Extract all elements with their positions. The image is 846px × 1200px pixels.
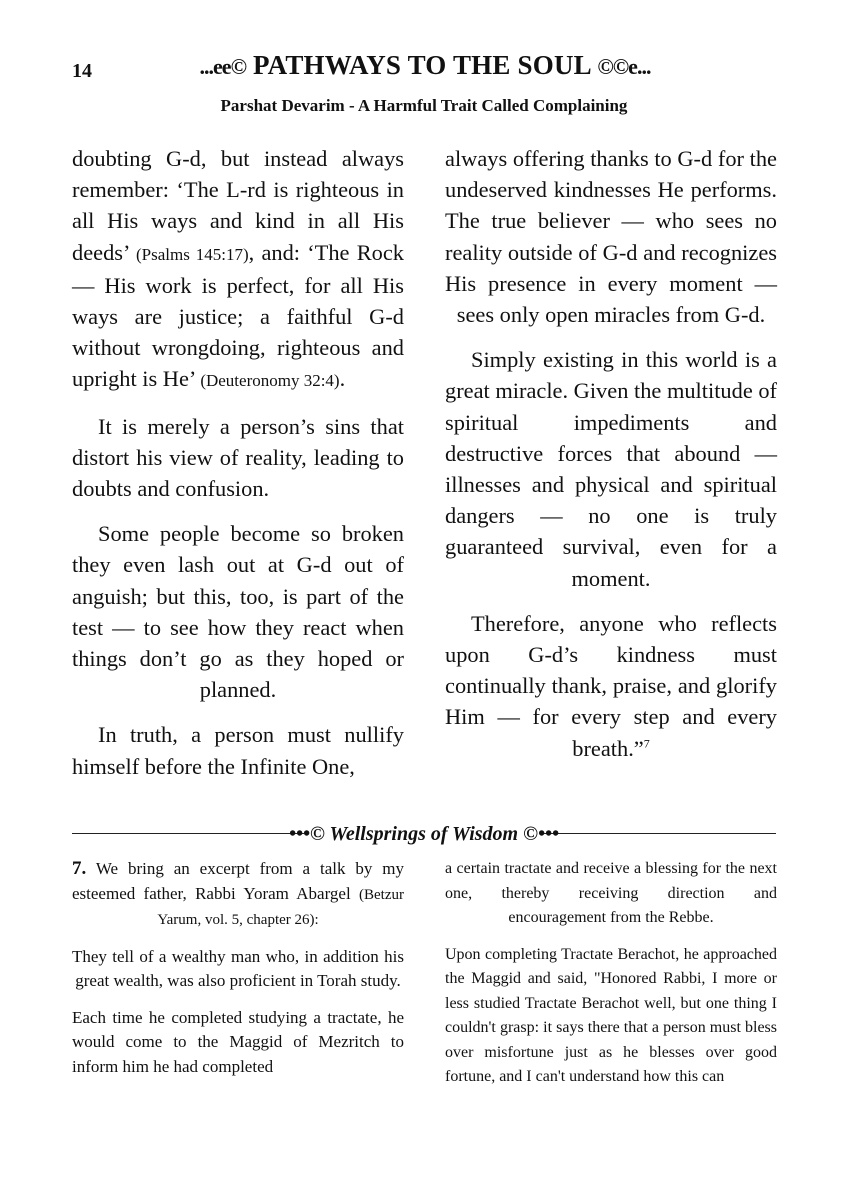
footnote-number: 7.: [72, 858, 87, 879]
divider-ornament-left-icon: •••©: [288, 823, 325, 845]
left-paragraph-4: In truth, a person must nullify himself before the Infinite One,: [72, 722, 404, 779]
page-number: 14: [72, 60, 92, 82]
right-paragraph-1: always offering thanks to G-d for the undeserved kindnesses He performs. The true believer — who sees no reality outside of G-d and recognizes His presence in every moment — sees only open miracles from G-d.: [445, 146, 777, 328]
ornament-left-icon: ...ee©: [199, 54, 247, 79]
right-paragraph-3: [445, 608, 777, 764]
footnote-source: (Betzur Yarum, vol. 5, chapter 26):: [157, 886, 404, 928]
book-title: PATHWAYS TO THE SOUL: [252, 50, 591, 80]
left-paragraph-1: [72, 143, 404, 397]
left-p1-mid: , and: ‘The Rock — His work is perfect, for all His ways are justice; a faithful G-d without wrongdoing, righteous and upright is He’: [72, 239, 404, 392]
right-column: [445, 143, 777, 778]
ornament-right-icon: ©©e...: [597, 54, 651, 79]
footnote-left-column: [72, 857, 404, 1091]
left-column: [72, 143, 404, 796]
chapter-subtitle: Parshat Devarim - A Harmful Trait Called Complaining: [220, 96, 628, 115]
footnote-right-column: [445, 857, 777, 1102]
footnote-right-paragraph-2: Upon completing Tractate Berachot, he approached the Maggid and said, "Honored Rabbi, I more or less studied Tractate Berachot well, but one thing I couldn't grasp: it says there that a person must bless over misfortune just as he blesses over good fortune, and I can't understand how this can: [445, 945, 777, 1085]
footnote-intro-text: We bring an excerpt from a talk by my esteemed father, Rabbi Yoram Abargel: [72, 859, 404, 903]
footnote-paragraph-3: Each time he completed studying a tractate, he would come to the Maggid of Mezritch to inform him he had completed: [72, 1007, 404, 1076]
footnote-paragraph-2: They tell of a wealthy man who, in addition his great wealth, was also proficient in Torah study.: [72, 946, 404, 990]
footnote-right-paragraph-1: a certain tractate and receive a blessing for the next one, thereby receiving direction and encouragement from the Rebbe.: [445, 860, 777, 926]
footnote-intro: [72, 857, 404, 933]
deuteronomy-reference: (Deuteronomy 32:4): [200, 371, 340, 391]
right-p3-text: Therefore, anyone who reflects upon G-d’s kindness must continually thank, praise, and glorify Him — for every step and every breath.”: [445, 610, 777, 761]
footnote-marker: 7: [643, 736, 650, 751]
left-p1-text: doubting G-d, but instead always remember: ‘The L-rd is righteous in all His ways and kind in all His deeds’: [72, 146, 404, 265]
right-paragraph-2: Simply existing in this world is a great miracle. Given the multitude of spiritual impediments and destructive forces that abound — illnesses and physical and spiritual dangers — no one is truly guaranteed survival, even for a moment.: [445, 347, 778, 591]
divider-ornament-right-icon: ©•••: [523, 823, 560, 845]
running-head: [130, 50, 720, 81]
divider-label: [72, 820, 776, 848]
psalms-reference: (Psalms 145:17): [136, 244, 249, 264]
divider-title: Wellsprings of Wisdom: [329, 823, 519, 845]
left-p1-end: .: [339, 366, 346, 392]
left-paragraph-3: Some people become so broken they even lash out at G-d out of anguish; but this, too, is part of the test — to see how they react when things don’t go as they hoped or planned.: [72, 521, 404, 703]
left-paragraph-2: It is merely a person’s sins that distort his view of reality, leading to doubts and confusion.: [72, 413, 404, 502]
footnote-divider: [72, 820, 776, 848]
